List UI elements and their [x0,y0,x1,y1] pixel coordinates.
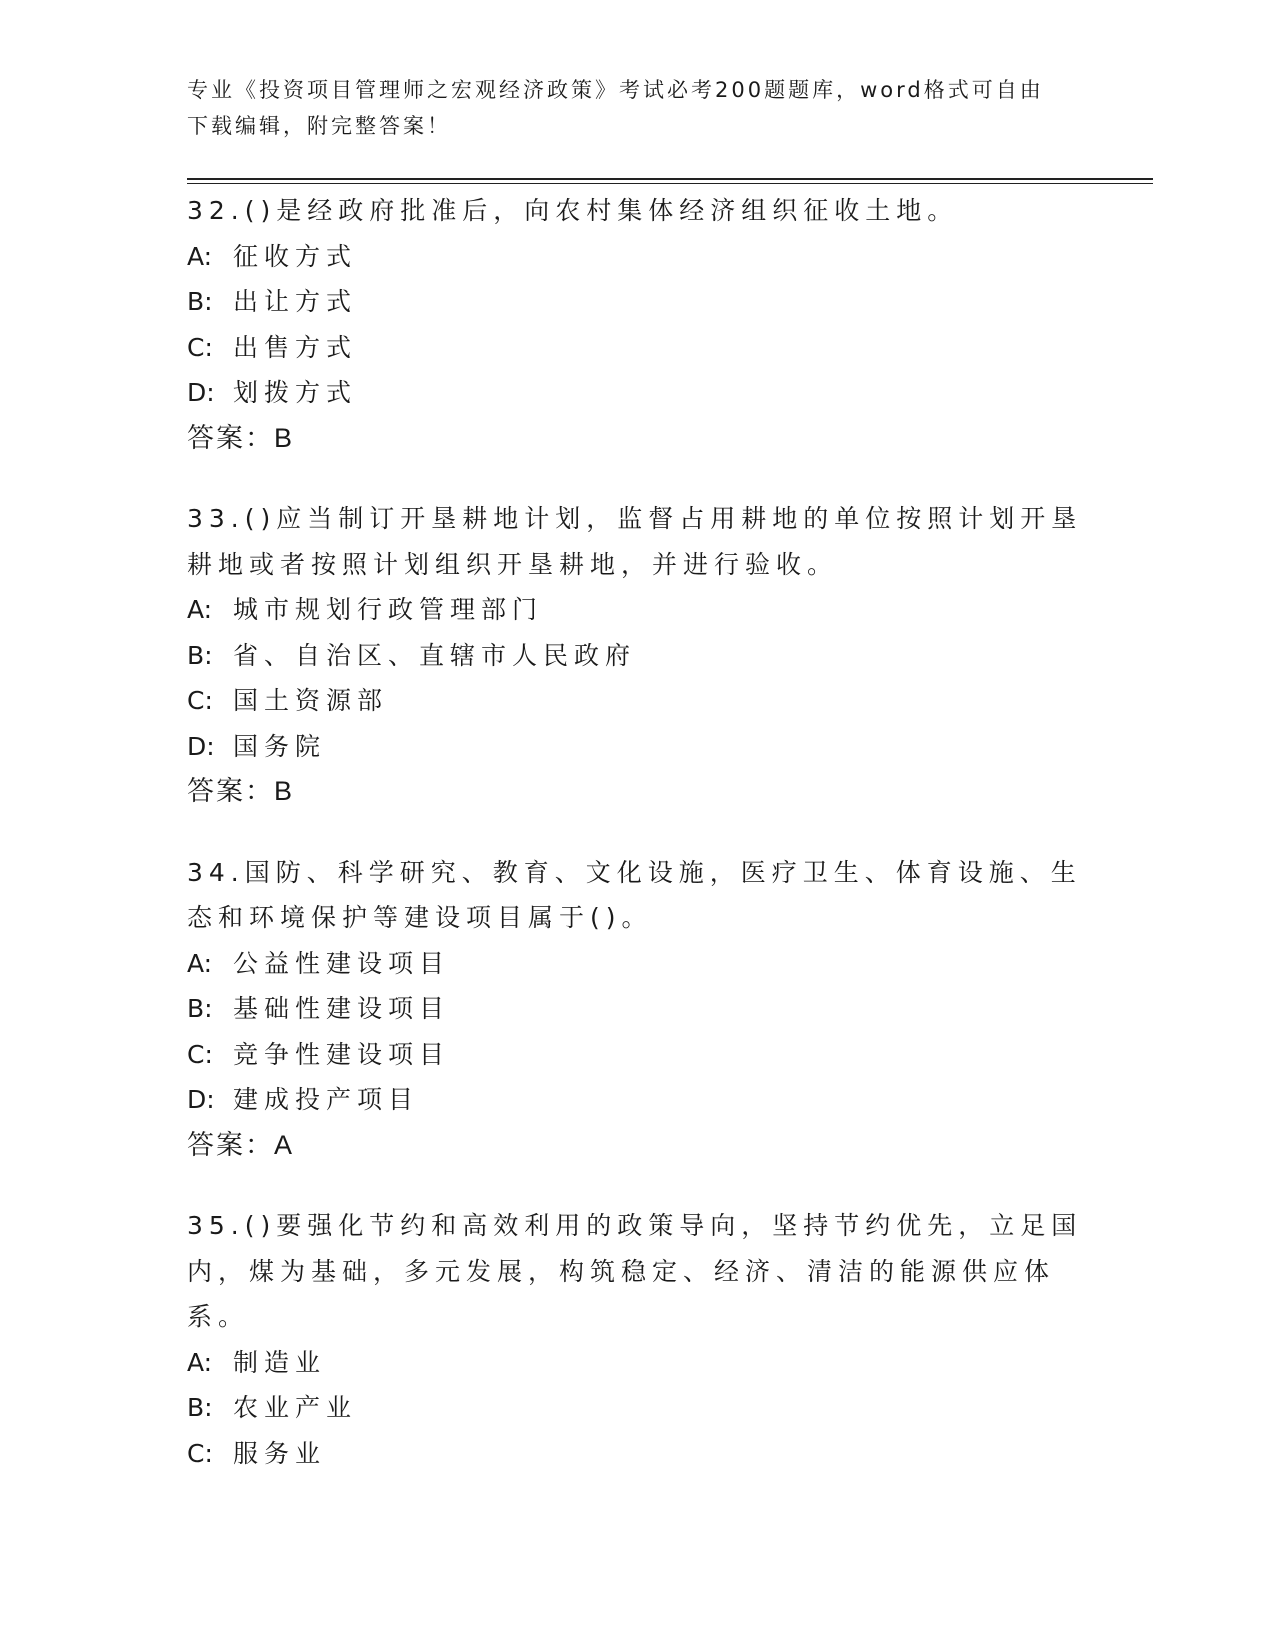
option-letter: A: [187,948,213,978]
option-letter: D: [187,378,215,407]
question-item [187,188,1087,461]
question-list [187,188,1087,1511]
option-c [187,325,1087,371]
option-b [187,633,1087,679]
option-a [187,234,1087,280]
question-item [187,496,1087,815]
option-text: 国务院 [233,731,327,761]
option-letter: A: [187,1347,213,1377]
option-letter: B: [187,994,213,1023]
question-item [187,1203,1087,1476]
option-c [187,1431,1087,1477]
option-text: 制造业 [233,1347,327,1377]
option-letter: B: [187,287,213,316]
answer-label: 答案：B [187,776,295,806]
option-letter: C: [187,686,213,715]
option-letter: D: [187,731,215,761]
document-header [187,72,1067,144]
option-text: 国土资源部 [233,686,389,715]
question-stem: 34.国防、科学研究、教育、文化设施，医疗卫生、体育设施、生态和环境保护等建设项目属于()。 [187,857,1082,932]
option-text: 竞争性建设项目 [233,1039,451,1069]
question-item [187,850,1087,1169]
option-letter: C: [187,332,213,362]
option-d [187,724,1087,770]
question-stem: 33.()应当制订开垦耕地计划，监督占用耕地的单位按照计划开垦耕地或者按照计划组织开垦耕地，并进行验收。 [187,504,1083,579]
header-divider [187,178,1153,184]
option-c [187,678,1087,724]
option-b [187,986,1087,1032]
option-text: 出让方式 [233,287,358,316]
option-a [187,1340,1087,1386]
option-text: 建成投产项目 [233,1085,420,1114]
option-text: 基础性建设项目 [233,994,451,1023]
option-text: 出售方式 [233,332,358,362]
option-letter: A: [187,241,213,271]
option-d [187,370,1087,416]
option-a [187,941,1087,987]
answer-label: 答案：B [187,422,295,453]
option-letter: C: [187,1039,213,1069]
header-text: 专业《投资项目管理师之宏观经济政策》考试必考200题题库，word格式可自由下载编辑，附完整答案！ [187,78,1044,138]
option-text: 公益性建设项目 [233,948,451,978]
option-letter: A: [187,595,213,624]
option-letter: B: [187,1393,213,1422]
option-text: 城市规划行政管理部门 [233,595,544,624]
option-d [187,1077,1087,1123]
option-c [187,1032,1087,1078]
option-letter: C: [187,1438,213,1468]
question-stem: 32.()是经政府批准后，向农村集体经济组织征收土地。 [187,196,959,225]
option-letter: D: [187,1085,215,1114]
option-text: 征收方式 [233,241,358,271]
answer-label: 答案：A [187,1129,295,1160]
option-text: 划拨方式 [233,378,358,407]
option-text: 省、自治区、直辖市人民政府 [233,640,637,670]
option-text: 农业产业 [233,1393,358,1422]
option-text: 服务业 [233,1438,327,1468]
option-a [187,587,1087,633]
question-stem: 35.()要强化节约和高效利用的政策导向，坚持节约优先，立足国内，煤为基础，多元发展，构筑稳定、经济、清洁的能源供应体系。 [187,1211,1083,1331]
option-b [187,1385,1087,1431]
option-letter: B: [187,640,213,670]
option-b [187,279,1087,325]
